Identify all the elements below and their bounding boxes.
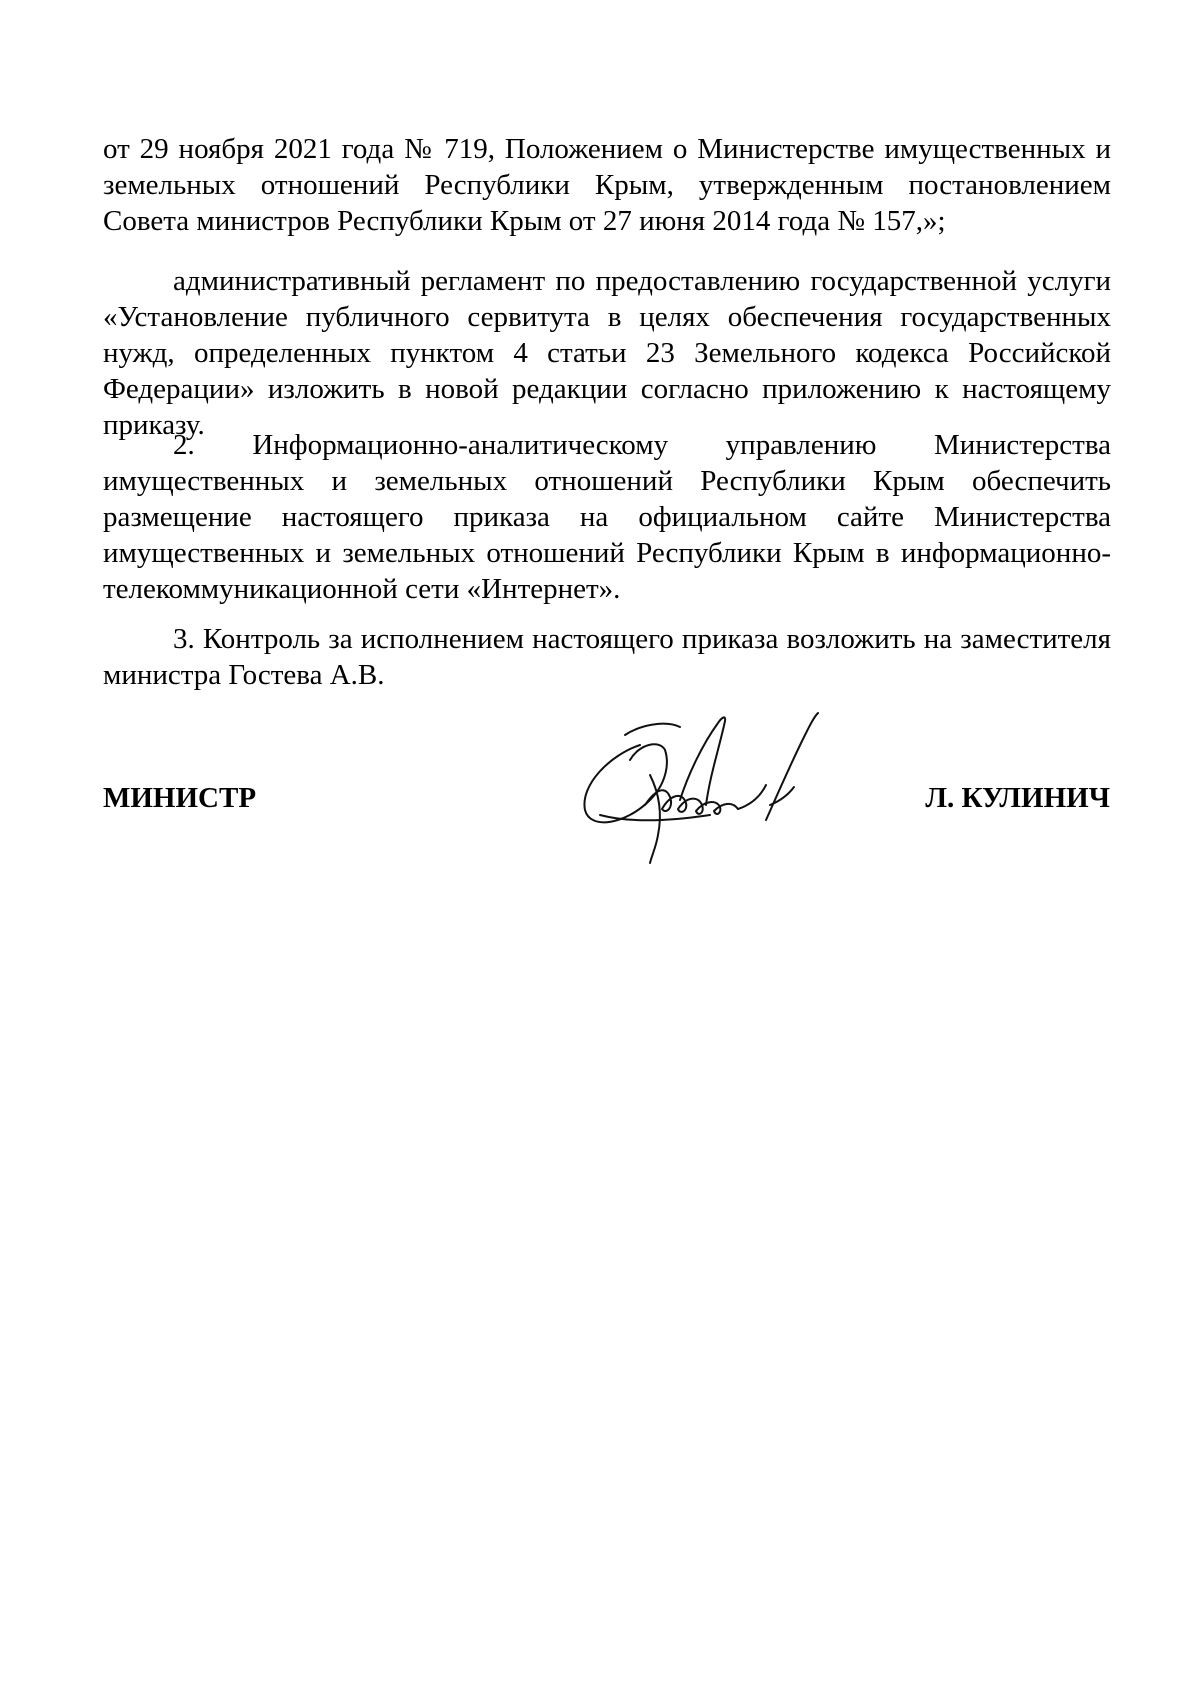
paragraph-continuation: от 29 ноября 2021 года № 719, Положением о Министерстве имущественных и земельных отношений Республики Крым, утвержденным постановлением Совета министров Республики Крым от 27 июня 2014 года № 157,»; [103, 133, 1111, 237]
signatory-position-title: МИНИСТР [103, 782, 257, 814]
handwritten-signature-icon [570, 705, 860, 865]
signatory-name: Л. КУЛИНИЧ [925, 782, 1110, 814]
paragraph-regulation: административный регламент по предоставлению государственной услуги «Установление публичного сервитута в целях обеспечения государственных нужд, определенных пунктом 4 статьи 23 Земельного кодекса Российской Федерации» изложить в новой редакции согласно приложению к настоящему приказу. [103, 265, 1111, 441]
paragraph-item-2: 2. Информационно-аналитическому управлению Министерства имущественных и земельных отношений Республики Крым обеспечить размещение настоящего приказа на официальном сайте Министерства имущественных и земельных отношений Республики Крым в информационно-телекоммуникационной сети «Интернет». [103, 429, 1111, 605]
paragraph-item-3: 3. Контроль за исполнением настоящего приказа возложить на заместителя министра Гостева А.В. [103, 623, 1111, 691]
